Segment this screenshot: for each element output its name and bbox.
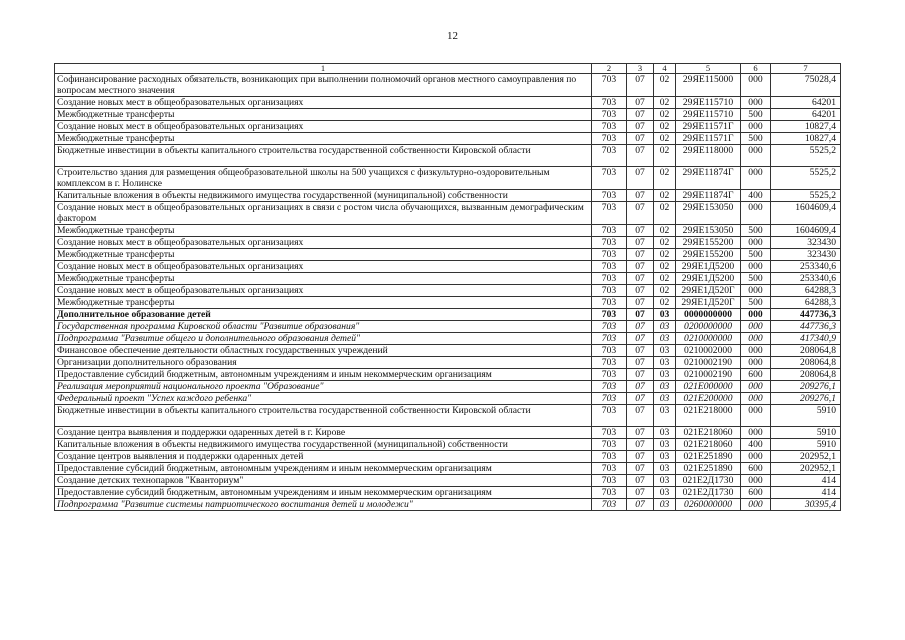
row-name-cell: Софинансирование расходных обязательств, возникающих при выполнении полномочий органов местного самоуправления по вопросам местного значения (55, 74, 592, 97)
table-row (55, 74, 841, 97)
row-admin-code-cell: 703 (592, 487, 627, 499)
row-amount-cell: 5525,2 (771, 167, 841, 190)
row-subsection-cell: 03 (654, 439, 676, 451)
row-amount-cell: 209276,1 (771, 393, 841, 405)
row-admin-code-cell: 703 (592, 190, 627, 202)
row-section-cell: 07 (627, 145, 654, 167)
row-section-cell: 07 (627, 369, 654, 381)
row-name-cell: Межбюджетные трансферты (55, 249, 592, 261)
row-section-cell: 07 (627, 237, 654, 249)
table-row (55, 427, 841, 439)
row-amount-cell: 5910 (771, 439, 841, 451)
row-amount-cell: 5910 (771, 427, 841, 439)
row-subsection-cell: 02 (654, 202, 676, 225)
table-row (55, 463, 841, 475)
table-row (55, 439, 841, 451)
row-expense-type-cell: 600 (741, 487, 771, 499)
row-section-cell: 07 (627, 249, 654, 261)
row-section-cell: 07 (627, 74, 654, 97)
row-target-item-cell: 29ЯЕ11571Г (676, 133, 741, 145)
row-target-item-cell: 0200000000 (676, 321, 741, 333)
row-name-cell: Капитальные вложения в объекты недвижимого имущества государственной (муниципальной) собственности (55, 190, 592, 202)
row-subsection-cell: 02 (654, 190, 676, 202)
row-name-cell: Межбюджетные трансферты (55, 109, 592, 121)
row-name-cell: Государственная программа Кировской области "Развитие образования" (55, 321, 592, 333)
row-expense-type-cell: 500 (741, 133, 771, 145)
row-subsection-cell: 02 (654, 74, 676, 97)
row-target-item-cell: 0210002190 (676, 369, 741, 381)
row-admin-code-cell: 703 (592, 381, 627, 393)
row-subsection-cell: 02 (654, 273, 676, 285)
row-target-item-cell: 021Е218000 (676, 405, 741, 427)
row-name-cell: Предоставление субсидий бюджетным, автономным учреждениям и иным некоммерческим организациям (55, 463, 592, 475)
row-subsection-cell: 02 (654, 285, 676, 297)
row-section-cell: 07 (627, 109, 654, 121)
row-expense-type-cell: 000 (741, 121, 771, 133)
table-row (55, 357, 841, 369)
row-subsection-cell: 03 (654, 345, 676, 357)
row-admin-code-cell: 703 (592, 405, 627, 427)
column-header: 4 (654, 64, 676, 74)
row-admin-code-cell: 703 (592, 309, 627, 321)
row-expense-type-cell: 600 (741, 463, 771, 475)
row-section-cell: 07 (627, 167, 654, 190)
row-expense-type-cell: 000 (741, 405, 771, 427)
row-section-cell: 07 (627, 463, 654, 475)
table-row (55, 167, 841, 190)
row-target-item-cell: 29ЯЕ11874Г (676, 167, 741, 190)
row-subsection-cell: 02 (654, 145, 676, 167)
row-target-item-cell: 29ЯЕ1Д520Г (676, 285, 741, 297)
table-row (55, 121, 841, 133)
table-row (55, 202, 841, 225)
row-name-cell: Создание детских технопарков "Кванториум" (55, 475, 592, 487)
row-amount-cell: 209276,1 (771, 381, 841, 393)
row-expense-type-cell: 000 (741, 145, 771, 167)
row-amount-cell: 414 (771, 475, 841, 487)
row-amount-cell: 64288,3 (771, 297, 841, 309)
row-target-item-cell: 29ЯЕ115710 (676, 97, 741, 109)
row-expense-type-cell: 000 (741, 393, 771, 405)
row-admin-code-cell: 703 (592, 333, 627, 345)
row-expense-type-cell: 000 (741, 309, 771, 321)
row-admin-code-cell: 703 (592, 393, 627, 405)
row-subsection-cell: 03 (654, 487, 676, 499)
row-admin-code-cell: 703 (592, 273, 627, 285)
table-row (55, 369, 841, 381)
row-name-cell: Создание новых мест в общеобразовательных организациях (55, 237, 592, 249)
column-header: 6 (741, 64, 771, 74)
row-name-cell: Подпрограмма "Развитие общего и дополнительного образования детей" (55, 333, 592, 345)
row-section-cell: 07 (627, 309, 654, 321)
row-expense-type-cell: 500 (741, 273, 771, 285)
row-subsection-cell: 03 (654, 405, 676, 427)
column-header: 3 (627, 64, 654, 74)
row-target-item-cell: 021Е2Д1730 (676, 475, 741, 487)
row-expense-type-cell: 400 (741, 439, 771, 451)
row-admin-code-cell: 703 (592, 133, 627, 145)
row-target-item-cell: 0210002000 (676, 345, 741, 357)
row-section-cell: 07 (627, 321, 654, 333)
row-target-item-cell: 021Е218060 (676, 439, 741, 451)
row-subsection-cell: 02 (654, 167, 676, 190)
row-amount-cell: 253340,6 (771, 261, 841, 273)
row-amount-cell: 64288,3 (771, 285, 841, 297)
row-target-item-cell: 0210002190 (676, 357, 741, 369)
row-amount-cell: 1604609,4 (771, 225, 841, 237)
row-subsection-cell: 02 (654, 121, 676, 133)
table-row (55, 273, 841, 285)
row-admin-code-cell: 703 (592, 475, 627, 487)
table-row (55, 393, 841, 405)
row-name-cell: Капитальные вложения в объекты недвижимого имущества государственной (муниципальной) собственности (55, 439, 592, 451)
row-name-cell: Создание новых мест в общеобразовательных организациях (55, 121, 592, 133)
budget-table (54, 63, 841, 511)
row-section-cell: 07 (627, 97, 654, 109)
table-row (55, 321, 841, 333)
table-row (55, 225, 841, 237)
row-admin-code-cell: 703 (592, 369, 627, 381)
table-row (55, 451, 841, 463)
row-expense-type-cell: 000 (741, 451, 771, 463)
row-subsection-cell: 02 (654, 225, 676, 237)
row-amount-cell: 253340,6 (771, 273, 841, 285)
row-expense-type-cell: 500 (741, 109, 771, 121)
table-row (55, 261, 841, 273)
row-amount-cell: 447736,3 (771, 309, 841, 321)
row-expense-type-cell: 000 (741, 237, 771, 249)
table-row (55, 499, 841, 511)
row-subsection-cell: 02 (654, 297, 676, 309)
row-name-cell: Создание новых мест в общеобразовательных организациях (55, 261, 592, 273)
row-section-cell: 07 (627, 405, 654, 427)
row-section-cell: 07 (627, 273, 654, 285)
row-admin-code-cell: 703 (592, 97, 627, 109)
table-row (55, 145, 841, 167)
row-admin-code-cell: 703 (592, 499, 627, 511)
row-expense-type-cell: 000 (741, 475, 771, 487)
row-name-cell: Создание новых мест в общеобразовательных организациях в связи с ростом числа обучающихся, вызванным демографическим фактором (55, 202, 592, 225)
column-header: 1 (55, 64, 592, 74)
row-expense-type-cell: 000 (741, 261, 771, 273)
row-name-cell: Межбюджетные трансферты (55, 133, 592, 145)
row-expense-type-cell: 000 (741, 333, 771, 345)
row-expense-type-cell: 000 (741, 357, 771, 369)
row-name-cell: Строительство здания для размещения общеобразовательной школы на 500 учащихся с физкультурно-оздоровительным комплексом в г. Нолинске (55, 167, 592, 190)
row-admin-code-cell: 703 (592, 167, 627, 190)
row-name-cell: Бюджетные инвестиции в объекты капитального строительства государственной собственности Кировской области (55, 145, 592, 167)
row-target-item-cell: 29ЯЕ118000 (676, 145, 741, 167)
row-target-item-cell: 29ЯЕ11874Г (676, 190, 741, 202)
row-subsection-cell: 03 (654, 427, 676, 439)
row-name-cell: Межбюджетные трансферты (55, 297, 592, 309)
row-admin-code-cell: 703 (592, 463, 627, 475)
table-row (55, 133, 841, 145)
row-name-cell: Бюджетные инвестиции в объекты капитального строительства государственной собственности Кировской области (55, 405, 592, 427)
table-row (55, 381, 841, 393)
row-section-cell: 07 (627, 333, 654, 345)
row-target-item-cell: 29ЯЕ155200 (676, 237, 741, 249)
row-target-item-cell: 0000000000 (676, 309, 741, 321)
row-admin-code-cell: 703 (592, 345, 627, 357)
row-name-cell: Федеральный проект "Успех каждого ребенка" (55, 393, 592, 405)
table-row (55, 475, 841, 487)
row-name-cell: Предоставление субсидий бюджетным, автономным учреждениям и иным некоммерческим организациям (55, 369, 592, 381)
row-name-cell: Предоставление субсидий бюджетным, автономным учреждениям и иным некоммерческим организациям (55, 487, 592, 499)
row-amount-cell: 5910 (771, 405, 841, 427)
row-admin-code-cell: 703 (592, 145, 627, 167)
row-subsection-cell: 03 (654, 333, 676, 345)
row-admin-code-cell: 703 (592, 121, 627, 133)
row-amount-cell: 208064,8 (771, 357, 841, 369)
row-amount-cell: 323430 (771, 237, 841, 249)
row-amount-cell: 64201 (771, 109, 841, 121)
row-target-item-cell: 29ЯЕ155200 (676, 249, 741, 261)
row-admin-code-cell: 703 (592, 225, 627, 237)
row-subsection-cell: 03 (654, 475, 676, 487)
row-amount-cell: 5525,2 (771, 145, 841, 167)
row-name-cell: Дополнительное образование детей (55, 309, 592, 321)
row-amount-cell: 208064,8 (771, 345, 841, 357)
row-target-item-cell: 0260000000 (676, 499, 741, 511)
row-section-cell: 07 (627, 121, 654, 133)
table-row (55, 405, 841, 427)
row-amount-cell: 417340,9 (771, 333, 841, 345)
row-amount-cell: 5525,2 (771, 190, 841, 202)
row-target-item-cell: 021Е251890 (676, 451, 741, 463)
row-subsection-cell: 03 (654, 393, 676, 405)
row-section-cell: 07 (627, 451, 654, 463)
row-admin-code-cell: 703 (592, 321, 627, 333)
row-name-cell: Создание центра выявления и поддержки одаренных детей в г. Кирове (55, 427, 592, 439)
row-target-item-cell: 29ЯЕ115710 (676, 109, 741, 121)
row-subsection-cell: 02 (654, 97, 676, 109)
row-target-item-cell: 021Е200000 (676, 393, 741, 405)
row-subsection-cell: 02 (654, 237, 676, 249)
row-expense-type-cell: 500 (741, 249, 771, 261)
row-section-cell: 07 (627, 202, 654, 225)
row-name-cell: Создание новых мест в общеобразовательных организациях (55, 285, 592, 297)
row-amount-cell: 414 (771, 487, 841, 499)
row-section-cell: 07 (627, 297, 654, 309)
row-name-cell: Создание новых мест в общеобразовательных организациях (55, 97, 592, 109)
table-row (55, 190, 841, 202)
table-row (55, 249, 841, 261)
row-admin-code-cell: 703 (592, 357, 627, 369)
row-amount-cell: 447736,3 (771, 321, 841, 333)
row-admin-code-cell: 703 (592, 237, 627, 249)
row-amount-cell: 323430 (771, 249, 841, 261)
row-subsection-cell: 02 (654, 249, 676, 261)
row-expense-type-cell: 000 (741, 345, 771, 357)
row-section-cell: 07 (627, 261, 654, 273)
row-section-cell: 07 (627, 133, 654, 145)
row-expense-type-cell: 400 (741, 190, 771, 202)
row-amount-cell: 1604609,4 (771, 202, 841, 225)
row-section-cell: 07 (627, 439, 654, 451)
column-header: 5 (676, 64, 741, 74)
row-target-item-cell: 0210000000 (676, 333, 741, 345)
row-target-item-cell: 29ЯЕ1Д5200 (676, 273, 741, 285)
row-subsection-cell: 03 (654, 369, 676, 381)
row-expense-type-cell: 000 (741, 74, 771, 97)
row-target-item-cell: 29ЯЕ153050 (676, 202, 741, 225)
row-subsection-cell: 02 (654, 109, 676, 121)
row-subsection-cell: 02 (654, 133, 676, 145)
table-row (55, 345, 841, 357)
row-subsection-cell: 03 (654, 451, 676, 463)
table-row (55, 333, 841, 345)
row-admin-code-cell: 703 (592, 202, 627, 225)
row-admin-code-cell: 703 (592, 285, 627, 297)
row-subsection-cell: 03 (654, 499, 676, 511)
row-name-cell: Финансовое обеспечение деятельности областных государственных учреждений (55, 345, 592, 357)
row-section-cell: 07 (627, 190, 654, 202)
row-expense-type-cell: 000 (741, 427, 771, 439)
row-expense-type-cell: 000 (741, 499, 771, 511)
row-admin-code-cell: 703 (592, 249, 627, 261)
row-admin-code-cell: 703 (592, 439, 627, 451)
column-header: 7 (771, 64, 841, 74)
row-name-cell: Подпрограмма "Развитие системы патриотического воспитания детей и молодежи" (55, 499, 592, 511)
row-target-item-cell: 021Е2Д1730 (676, 487, 741, 499)
row-section-cell: 07 (627, 285, 654, 297)
row-admin-code-cell: 703 (592, 74, 627, 97)
row-amount-cell: 202952,1 (771, 463, 841, 475)
row-section-cell: 07 (627, 475, 654, 487)
row-target-item-cell: 29ЯЕ115000 (676, 74, 741, 97)
row-subsection-cell: 03 (654, 357, 676, 369)
row-section-cell: 07 (627, 357, 654, 369)
row-amount-cell: 10827,4 (771, 133, 841, 145)
row-name-cell: Организации дополнительного образования (55, 357, 592, 369)
row-expense-type-cell: 000 (741, 285, 771, 297)
row-expense-type-cell: 000 (741, 167, 771, 190)
table-row (55, 109, 841, 121)
row-amount-cell: 10827,4 (771, 121, 841, 133)
row-expense-type-cell: 000 (741, 97, 771, 109)
row-amount-cell: 202952,1 (771, 451, 841, 463)
row-expense-type-cell: 000 (741, 202, 771, 225)
column-header: 2 (592, 64, 627, 74)
row-subsection-cell: 03 (654, 463, 676, 475)
row-subsection-cell: 02 (654, 261, 676, 273)
row-expense-type-cell: 500 (741, 297, 771, 309)
row-target-item-cell: 021Е000000 (676, 381, 741, 393)
row-subsection-cell: 03 (654, 309, 676, 321)
row-target-item-cell: 29ЯЕ1Д520Г (676, 297, 741, 309)
table-row (55, 97, 841, 109)
table-row (55, 309, 841, 321)
row-admin-code-cell: 703 (592, 109, 627, 121)
row-admin-code-cell: 703 (592, 451, 627, 463)
row-name-cell: Межбюджетные трансферты (55, 225, 592, 237)
row-target-item-cell: 021Е251890 (676, 463, 741, 475)
row-section-cell: 07 (627, 499, 654, 511)
row-expense-type-cell: 000 (741, 381, 771, 393)
row-section-cell: 07 (627, 427, 654, 439)
row-subsection-cell: 03 (654, 321, 676, 333)
page-number: 12 (447, 30, 458, 42)
row-name-cell: Создание центров выявления и поддержки одаренных детей (55, 451, 592, 463)
table-row (55, 487, 841, 499)
row-section-cell: 07 (627, 487, 654, 499)
row-target-item-cell: 29ЯЕ153050 (676, 225, 741, 237)
table-row (55, 285, 841, 297)
row-admin-code-cell: 703 (592, 427, 627, 439)
row-section-cell: 07 (627, 225, 654, 237)
row-amount-cell: 208064,8 (771, 369, 841, 381)
row-subsection-cell: 03 (654, 381, 676, 393)
row-section-cell: 07 (627, 381, 654, 393)
row-amount-cell: 64201 (771, 97, 841, 109)
table-row (55, 297, 841, 309)
row-expense-type-cell: 600 (741, 369, 771, 381)
row-name-cell: Реализация мероприятий национального проекта "Образование" (55, 381, 592, 393)
row-amount-cell: 30395,4 (771, 499, 841, 511)
row-admin-code-cell: 703 (592, 297, 627, 309)
table-row (55, 237, 841, 249)
row-section-cell: 07 (627, 345, 654, 357)
row-amount-cell: 75028,4 (771, 74, 841, 97)
row-admin-code-cell: 703 (592, 261, 627, 273)
row-expense-type-cell: 500 (741, 225, 771, 237)
row-expense-type-cell: 000 (741, 321, 771, 333)
row-target-item-cell: 021Е218060 (676, 427, 741, 439)
row-section-cell: 07 (627, 393, 654, 405)
column-number-header (55, 64, 841, 74)
row-target-item-cell: 29ЯЕ1Д5200 (676, 261, 741, 273)
row-target-item-cell: 29ЯЕ11571Г (676, 121, 741, 133)
row-name-cell: Межбюджетные трансферты (55, 273, 592, 285)
